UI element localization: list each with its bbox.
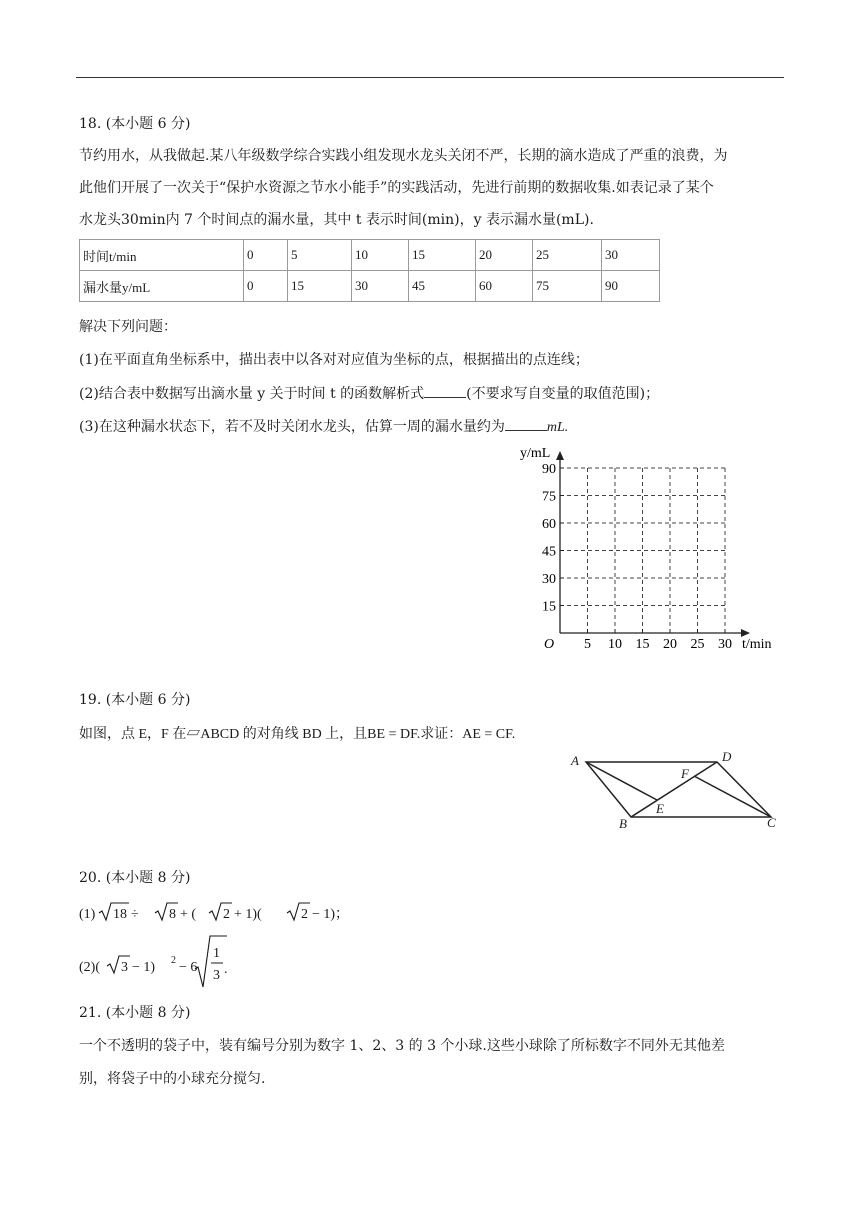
q18-solve-prompt: 解决下列问题： [79, 319, 177, 335]
expr2-label: (2)( [79, 960, 100, 975]
table-header-cell: 时间t/min [80, 240, 244, 271]
table-cell: 60 [476, 271, 533, 302]
expr2-exponent: 2 [171, 955, 176, 966]
expr1-radicand-2: 8 [169, 907, 176, 922]
q21-line-1: 一个不透明的袋子中，装有编号分别为数字 1、2、3 的 3 个小球.这些小球除了所标数字不同外无其他差 [79, 1038, 725, 1054]
expr1-middle: + 1)( [234, 907, 262, 922]
label-f: F [681, 766, 689, 781]
q18-paragraph-line-2: 此他们开展了一次关于“保护水资源之节水小能手”的实践活动，先进行前期的数据收集.如表记录了某个 [79, 180, 714, 196]
q18-part-1: (1)在平面直角坐标系中，描出表中以各对对应值为坐标的点，根据描出的点连线； [79, 352, 589, 368]
table-cell: 0 [244, 271, 288, 302]
origin-label: O [544, 637, 555, 652]
y-tick-label: 45 [542, 544, 556, 560]
x-tick-label: 25 [690, 637, 705, 652]
table-cell: 30 [352, 271, 409, 302]
table-cell: 15 [409, 240, 476, 271]
x-axis-arrow-icon [741, 629, 750, 637]
expr1-plus: + ( [180, 907, 197, 922]
table-row-time [80, 240, 660, 271]
table-cell: 45 [409, 271, 476, 302]
q18-heading: 18. (本小题 6 分) [79, 116, 191, 132]
sqrt-sign-icon [195, 936, 227, 987]
y-tick-label: 75 [542, 489, 556, 505]
q18-part-3-text: (3)在这种漏水状态下，若不及时关闭水龙头，估算一周的漏水量约为 [79, 419, 505, 435]
q18-part-3 [79, 416, 568, 438]
table-cell: 15 [288, 271, 352, 302]
table-cell: 30 [602, 240, 660, 271]
expr1-label: (1) [79, 907, 96, 922]
table-cell: 0 [244, 240, 288, 271]
q21-heading: 21. (本小题 8 分) [79, 1005, 191, 1021]
expr1-end: − 1)； [312, 907, 350, 922]
expr1-divide: ÷ [131, 907, 139, 922]
q18-paragraph-line-3: 水龙头30min内 7 个时间点的漏水量，其中 t 表示时间(min)，y 表示漏水量(mL). [79, 212, 594, 228]
q20-expression-1 [79, 898, 409, 928]
table-cell: 5 [288, 240, 352, 271]
x-tick-label: 10 [608, 637, 622, 652]
label-a: A [571, 753, 579, 768]
x-tick-label: 5 [584, 637, 591, 652]
top-rule [76, 77, 784, 78]
q18-part-3-unit: mL. [546, 420, 569, 435]
table-row-leak [80, 271, 660, 302]
y-tick-label: 90 [542, 462, 556, 477]
expr1-radicand-1: 18 [113, 907, 127, 922]
segment-cf [694, 776, 771, 817]
expr2-minus: − 6 [179, 960, 198, 975]
answer-blank [424, 383, 466, 398]
x-axis-label: t/min [742, 637, 772, 652]
y-tick-label: 15 [542, 599, 556, 615]
x-tick-label: 20 [663, 637, 677, 652]
label-c: C [767, 815, 776, 830]
expr2-middle: − 1) [132, 960, 156, 975]
y-axis-label: y/mL [520, 446, 551, 461]
expr1-radicand-3: 2 [223, 907, 230, 922]
label-e: E [656, 801, 664, 816]
label-d: D [722, 749, 732, 764]
q20-expression-2 [79, 933, 319, 991]
y-axis-arrow-icon [556, 451, 564, 460]
x-tick-label: 30 [718, 637, 732, 652]
q18-part-2-text: (2)结合表中数据写出滴水量 y 关于时间 t 的函数解析式 [79, 386, 425, 402]
expr2-end: . [224, 962, 228, 977]
table-cell: 10 [352, 240, 409, 271]
label-b: B [619, 816, 627, 831]
expr2-denominator: 3 [213, 968, 220, 983]
table-cell: 90 [602, 271, 660, 302]
q19-heading: 19. (本小题 6 分) [79, 692, 191, 708]
table-cell: 20 [476, 240, 533, 271]
q18-paragraph-line-1: 节约用水，从我做起.某八年级数学综合实践小组发现水龙头关闭不严，长期的滴水造成了严重的浪费，为 [79, 148, 728, 164]
segment-ae [586, 762, 657, 800]
q20-heading: 20. (本小题 8 分) [79, 870, 191, 886]
leak-data-table [79, 239, 660, 302]
expr1-radicand-4: 2 [301, 907, 308, 922]
expr2-numerator: 1 [213, 946, 220, 961]
q21-line-2: 别，将袋子中的小球充分搅匀. [79, 1071, 266, 1087]
y-tick-label: 60 [542, 517, 556, 532]
diagonal-bd [631, 762, 717, 817]
parallelogram-abcd [586, 762, 771, 817]
x-tick-label: 15 [635, 637, 650, 652]
parallelogram-figure [565, 745, 785, 835]
expr2-radicand: 3 [121, 960, 128, 975]
table-header-cell: 漏水量y/mL [80, 271, 244, 302]
table-cell: 75 [533, 271, 602, 302]
table-cell: 25 [533, 240, 602, 271]
q18-part-2 [79, 383, 659, 404]
answer-blank [505, 416, 547, 431]
coordinate-grid-chart [510, 440, 792, 658]
y-tick-label: 30 [542, 572, 556, 587]
q18-part-2-note: (不要求写自变量的取值范围)； [466, 386, 660, 402]
q19-statement: 如图，点 E，F 在▱ABCD 的对角线 BD 上，且BE = DF.求证：AE = CF. [79, 727, 516, 742]
